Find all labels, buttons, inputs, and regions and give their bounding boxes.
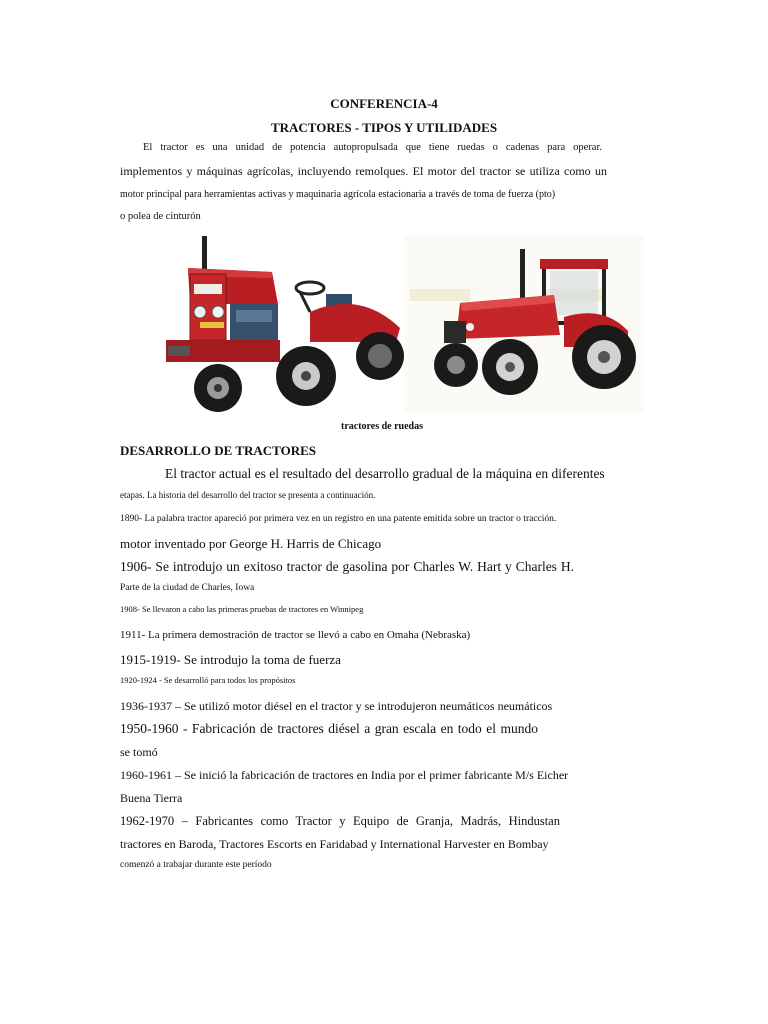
- body-line-1: El tractor actual es el resultado del desarrollo gradual de la máquina en diferentes: [165, 466, 605, 481]
- body-line-9: 1915-1919- Se introdujo la toma de fuerza: [120, 652, 341, 667]
- body-line-8: 1911- La primera demostración de tractor se llevó a cabo en Omaha (Nebraska): [120, 629, 471, 641]
- body-line-10: 1920-1924 - Se desarrolló para todos los propósitos: [120, 675, 296, 685]
- body-line-11: 1936-1937 – Se utilizó motor diésel en el tractor y se introdujeron neumáticos neumáticos: [120, 699, 553, 713]
- body-line-13: se tomó: [120, 745, 158, 759]
- body-line-4: motor inventado por George H. Harris de Chicago: [120, 536, 382, 551]
- intro-line-4: o polea de cinturón: [120, 211, 201, 222]
- small-red-tractor-image: [160, 232, 410, 417]
- body-line-5: 1906- Se introdujo un exitoso tractor de gasolina por Charles W. Hart y Charles H.: [120, 559, 574, 574]
- body-line-17: tractores en Baroda, Tractores Escorts en Faridabad y International Harvester en Bombay: [120, 837, 549, 851]
- body-line-16: 1962-1970 – Fabricantes como Tractor y Equipo de Granja, Madrás, Hindustan: [120, 814, 560, 828]
- body-line-12: 1950-1960 - Fabricación de tractores diésel a gran escala en todo el mundo: [120, 721, 538, 736]
- intro-line-3: motor principal para herramientas activas y maquinaria agrícola estacionaria a través de toma de fuerza (pto): [120, 189, 556, 200]
- body-line-3: 1890- La palabra tractor apareció por primera vez en un registro en una patente emitida sobre un tractor o tracción.: [120, 514, 557, 524]
- large-red-tractor-image: [404, 235, 644, 413]
- body-line-15: Buena Tierra: [120, 791, 183, 805]
- figure-caption: tractores de ruedas: [340, 421, 424, 432]
- body-line-18: comenzó a trabajar durante este período: [120, 860, 272, 870]
- page-title: TRACTORES - TIPOS Y UTILIDADES: [270, 120, 498, 135]
- intro-line-1: El tractor es una unidad de potencia autopropulsada que tiene ruedas o cadenas para operar.: [143, 142, 602, 153]
- intro-line-2: implementos y máquinas agrícolas, incluyendo remolques. El motor del tractor se utiliza como un: [120, 164, 607, 178]
- body-line-14: 1960-1961 – Se inició la fabricación de tractores en India por el primer fabricante M/s Eicher: [120, 768, 569, 782]
- body-line-7: 1908- Se llevaron a cabo las primeras pruebas de tractores en Winnipeg: [120, 604, 364, 614]
- body-line-6: Parte de la ciudad de Charles, Iowa: [120, 583, 255, 593]
- lecture-header: CONFERENCIA-4: [330, 96, 438, 111]
- section-heading: DESARROLLO DE TRACTORES: [120, 443, 317, 458]
- body-line-2: etapas. La historia del desarrollo del tractor se presenta a continuación.: [120, 490, 376, 500]
